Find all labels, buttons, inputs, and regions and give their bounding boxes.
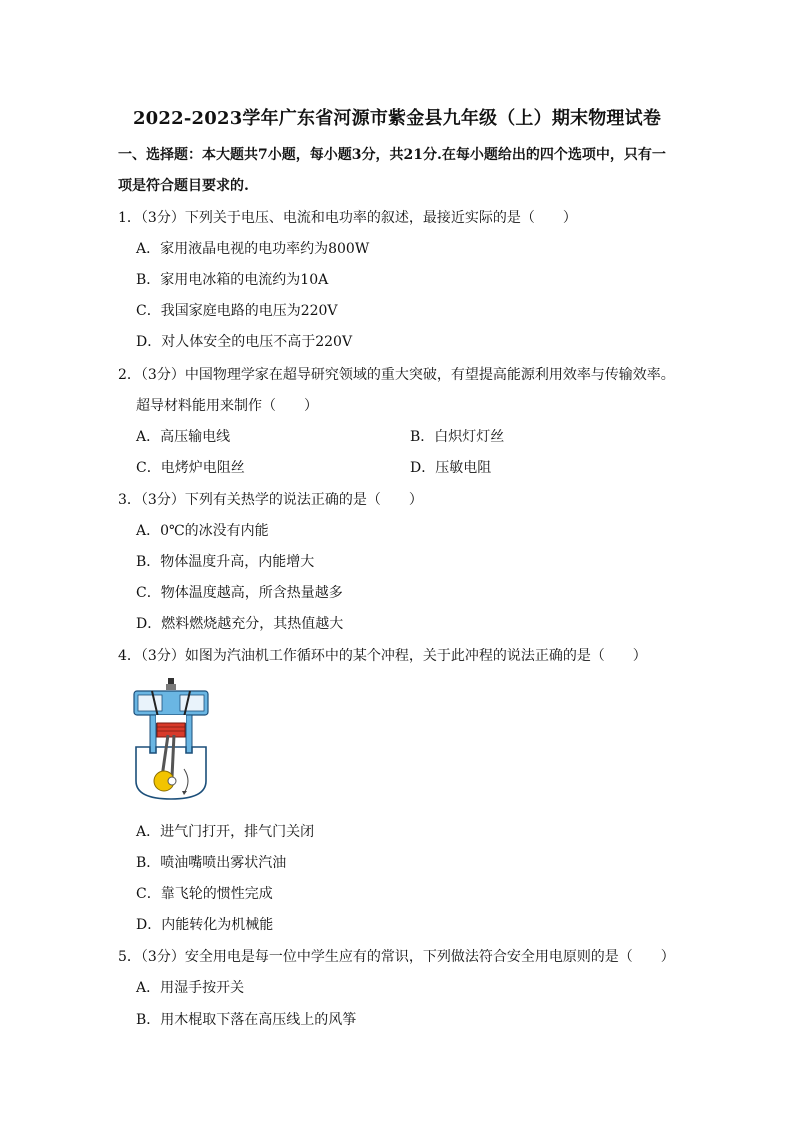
question-4-option-d: D．内能转化为机械能	[136, 917, 274, 933]
question-5-stem: 5．（3分）安全用电是每一位中学生应有的常识，下列做法符合安全用电原则的是（ ）	[118, 949, 675, 965]
question-5-option-a: A．用湿手按开关	[136, 980, 245, 996]
section-heading-line-1: 一、选择题：本大题共7小题，每小题3分，共21分.在每小题给出的四个选项中，只有一	[118, 147, 666, 163]
question-3-option-c: C．物体温度越高，所含热量越多	[136, 585, 343, 601]
question-1-option-b: B．家用电冰箱的电流约为10A	[136, 272, 329, 288]
question-2-option-a: A．高压输电线	[136, 429, 231, 445]
question-2-stem: 2．（3分）中国物理学家在超导研究领域的重大突破，有望提高能源利用效率与传输效率。	[118, 367, 675, 383]
question-2-stem-continued: 超导材料能用来制作（ ）	[136, 398, 318, 414]
question-3-option-d: D．燃料燃烧越充分，其热值越大	[136, 616, 344, 632]
question-1-option-a: A．家用液晶电视的电功率约为800W	[136, 241, 370, 257]
section-heading	[118, 140, 678, 202]
question-4-option-b: B．喷油嘴喷出雾状汽油	[136, 855, 287, 871]
question-2-option-c: C．电烤炉电阻丝	[136, 460, 245, 476]
question-2-option-b: B．白炽灯灯丝	[410, 429, 505, 445]
question-1-option-c: C．我国家庭电路的电压为220V	[136, 303, 338, 319]
question-1-stem: 1．（3分）下列关于电压、电流和电功率的叙述，最接近实际的是（ ）	[118, 210, 577, 226]
question-5-option-b: B．用木棍取下落在高压线上的风筝	[136, 1012, 357, 1028]
question-3-option-b: B．物体温度升高，内能增大	[136, 554, 315, 570]
page-title: 2022-2023学年广东省河源市紫金县九年级（上）期末物理试卷	[132, 108, 662, 129]
question-4-option-c: C．靠飞轮的惯性完成	[136, 886, 273, 902]
question-3-stem: 3．（3分）下列有关热学的说法正确的是（ ）	[118, 492, 423, 508]
question-2-option-d: D．压敏电阻	[410, 460, 492, 476]
question-4-stem: 4．（3分）如图为汽油机工作循环中的某个冲程，关于此冲程的说法正确的是（ ）	[118, 648, 647, 664]
engine-cylinder-diagram-icon	[128, 677, 214, 803]
question-1-option-d: D．对人体安全的电压不高于220V	[136, 334, 353, 350]
question-3-option-a: A．0℃的冰没有内能	[136, 523, 269, 539]
question-4-option-a: A．进气门打开，排气门关闭	[136, 824, 315, 840]
section-heading-line-2: 项是符合题目要求的.	[118, 178, 249, 194]
